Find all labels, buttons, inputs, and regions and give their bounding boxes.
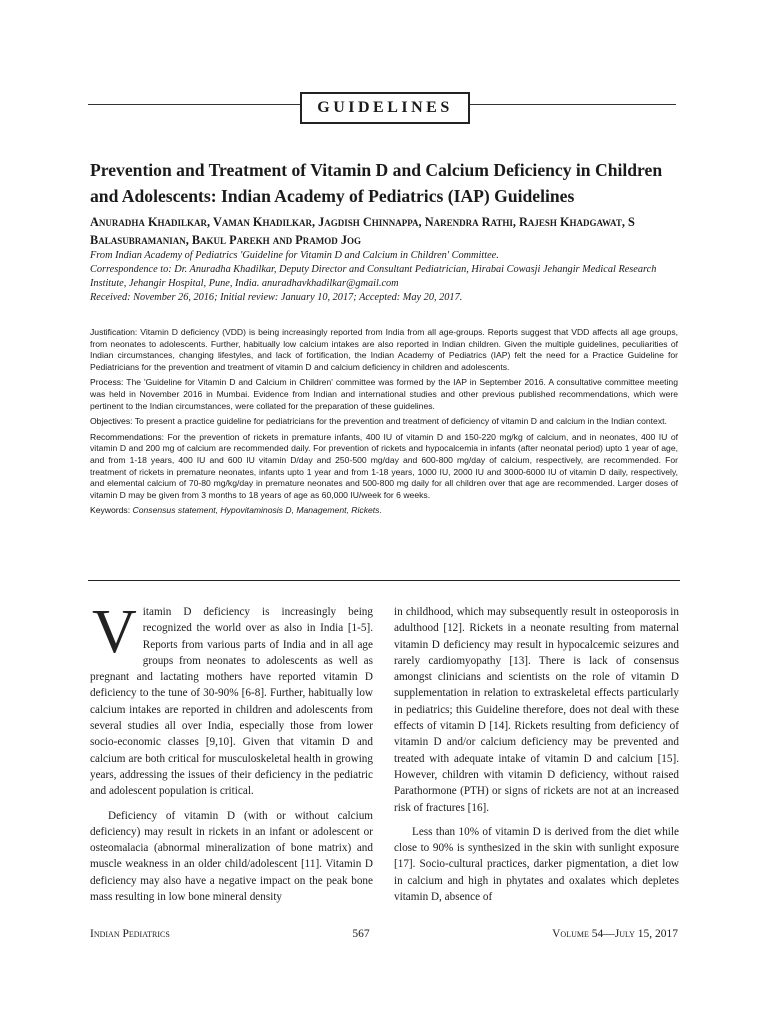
objectives-text: To present a practice guideline for pediatricians for the prevention and treatment of deficiency of vitamin D and calcium in the Indian context. [134, 416, 667, 427]
abstract-recommendations [90, 432, 678, 502]
keywords-label: Keywords: [90, 505, 131, 516]
section-label: GUIDELINES [300, 92, 470, 124]
page-number: 567 [352, 928, 370, 940]
process-label: Process: [90, 377, 124, 388]
justification-label: Justification: [90, 327, 138, 337]
abstract-justification [90, 327, 678, 373]
body-paragraph: in childhood, which may subsequently result in osteoporosis in adulthood [12]. Rickets in a neonate resulting from maternal vitamin D deficiency may result in hypocalcemic seizures and rarely cardiomyopathy [13]. There is lack of consensus amongst clinicians and scientists on the role of vitamin D supplementation in relation to extraskeletal effects particularly in pediatrics; this Guideline therefore, does not deal with these effects of vitamin D [14]. Rickets resulting from deficiency of vitamin D and/or calcium deficiency may be prevented and treated with adequate intake of vitamin D and calcium [15]. However, children with vitamin D deficiency, without raised Parathormone (PTH) or signs of rickets are not at an increased risk of fractures [16]. [394, 606, 679, 814]
article-title: Prevention and Treatment of Vitamin D and Calcium Deficiency in Children and Adolescents: Indian Academy of Pediatrics (IAP) Guidelines [90, 160, 663, 206]
abstract-process [90, 377, 678, 412]
abstract-divider [88, 580, 680, 581]
page-footer [90, 928, 678, 940]
recommendations-label: Recommendations: [90, 431, 165, 442]
justification-text: Vitamin D deficiency (VDD) is being increasingly reported from India from all age-groups. Reports suggest that VDD affects all age groups, from neonates to adolescents. Further, habitually low calcium intakes are also reported in Indian children. Given the multiple guidelines, peculiarities of Indian circumstances, changing lifestyles, and lack of fortification, the Indian Academy of Pediatrics (IAP) felt the need for a Practice Guideline for Pediatricians for the prevention and treatment of vitamin D and calcium deficiency in children and adolescents. [90, 327, 679, 372]
affiliation: From Indian Academy of Pediatrics 'Guideline for Vitamin D and Calcium in Children' Committee. [90, 250, 499, 261]
body-paragraph [90, 598, 373, 800]
body-paragraph: Deficiency of vitamin D (with or without calcium deficiency) may result in rickets in an infant or adolescent or osteomalacia (abnormal mineralization of bone matrix) and muscle weakness in an older child/adolescent [11]. Vitamin D deficiency may also have a negative impact on the peak bone mass resulting in low bone mineral density [90, 809, 373, 904]
objectives-label: Objectives: [90, 416, 133, 427]
body-paragraph: Less than 10% of vitamin D is derived from the diet while close to 90% is synthesized in the skin with sunlight exposure [17]. Socio-cultural practices, darker pigmentation, a diet low in calcium and high in phytates and oxalates which depletes vitamin D, absence of [394, 825, 679, 904]
drop-cap: V [92, 598, 137, 666]
journal-name: Indian Pediatrics [90, 928, 170, 940]
keywords-text: Consensus statement, Hypovitaminosis D, Management, Rickets. [132, 505, 382, 516]
paragraph-text: itamin D deficiency is increasingly being recognized the world over as also in India [1-5]. Reports from various parts of India and in all age groups from neonates to adolescents as well as pregnant and lactating mothers have reported vitamin D deficiency to the tune of 30-90% [6-8]. Further, habitually low calcium intakes are reported in children and adolescents from several studies all over India, especially those from lower socio-economic classes [9,10]. Given that vitamin D and calcium are both critical for musculoskeletal health in growing years, addressing the issues of their deficiency in the pediatric and adolescent population is critical. [90, 606, 373, 798]
abstract-keywords [90, 505, 678, 517]
body-column-left [90, 598, 373, 905]
volume-date: Volume 54—July 15, 2017 [552, 928, 678, 940]
received-dates: Received: November 26, 2016; Initial review: January 10, 2017; Accepted: May 20, 2017. [90, 292, 463, 303]
abstract-objectives [90, 416, 678, 428]
body-column-right [394, 604, 679, 905]
correspondence: Correspondence to: Dr. Anuradha Khadilkar, Deputy Director and Consultant Pediatrician, Hirabai Cowasji Jehangir Medical Research Institute, Jehangir Hospital, Pune, India. anuradhavkhadilkar@gmail.com [90, 264, 657, 289]
author-list: Anuradha Khadilkar, Vaman Khadilkar, Jagdish Chinnappa, Narendra Rathi, Rajesh Khadgawat, S Balasubramanian, Bakul Parekh and Pramod Jog [90, 215, 635, 247]
recommendations-text: For the prevention of rickets in premature infants, 400 IU of vitamin D and 150-220 mg/kg of calcium, and in neonates, 400 IU of vitamin D and 200 mg of calcium are recommended daily. For prevention of rickets and hypocalcemia in infants (after neonatal period) upto 1 year of age, and from 1-18 years, 400 IU and 600 IU vitamin D/day and 250-500 mg/day and 600-800 mg/day of calcium, respectively, are recommended. For treatment of rickets in premature neonates, infants upto 1 year and from 1-18 years, 1000 IU, 2000 IU and 3000-6000 IU of vitamin D daily, respectively, and elemental calcium of 70-80 mg/kg/day in premature neonates and 500-800 mg daily for all children over that age are recommended. Larger doses of vitamin D may be given from 3 months to 18 years of age as 60,000 IU/week for 6 weeks. [90, 431, 678, 500]
abstract [90, 327, 678, 521]
process-text: The 'Guideline for Vitamin D and Calcium in Children' committee was formed by the IAP in September 2016. A consultative committee meeting was held in November 2016 in Mumbai. Evidence from Indian and international studies and other previous published recommendations, which were pertinent to the Indian circumstances, were collated for the preparation of these guidelines. [90, 377, 678, 411]
